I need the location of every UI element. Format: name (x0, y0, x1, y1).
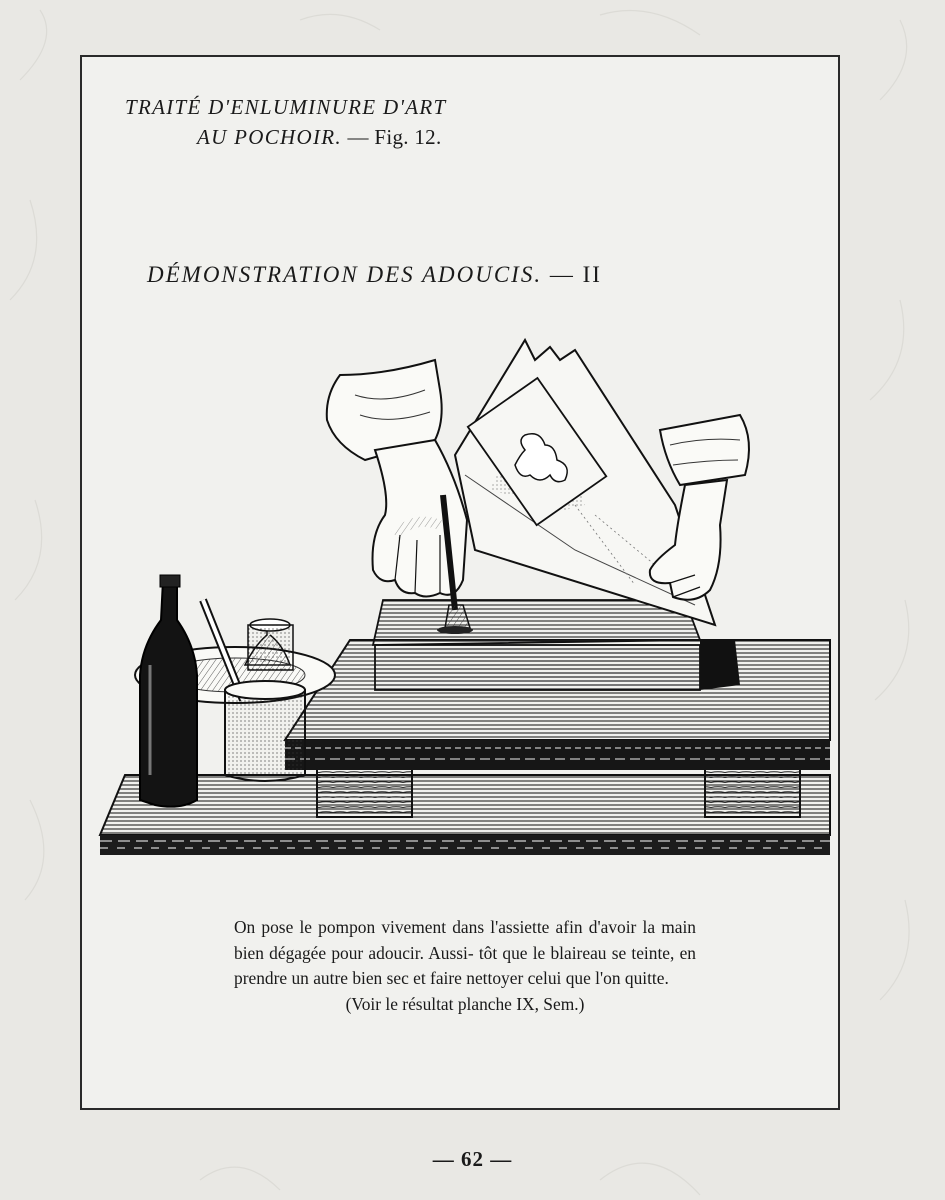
plate-header (125, 92, 605, 152)
caption-line: tôt que le blaireau se teinte, en prendre un autre (234, 942, 696, 988)
header-subtitle (125, 122, 605, 152)
header-title: TRAITÉ D'ENLUMINURE D'ART (125, 95, 447, 119)
engraving-illustration (95, 335, 835, 865)
caption-line: On pose le pompon vivement dans l'assiette afin (234, 917, 583, 937)
plate-title-italic: DÉMONSTRATION DES ADOUCIS. (147, 262, 543, 287)
caption (234, 915, 696, 1017)
caption-line: bien sec et faire nettoyer celui que l'on quitte. (352, 968, 669, 988)
plate-title-number: — II (542, 262, 602, 287)
figure-number: — Fig. 12. (341, 125, 442, 149)
jar (245, 619, 293, 670)
caption-reference: (Voir le résultat planche IX, Sem.) (345, 993, 585, 1014)
right-sleeve (660, 415, 749, 485)
page-number: — 62 — (432, 1147, 513, 1171)
header-subtitle-italic: AU POCHOIR. (197, 125, 342, 149)
bottle (140, 575, 197, 807)
plate-title (147, 262, 602, 288)
caption-line: d'avoir la main bien dégagée pour adoucir. Aussi- (234, 917, 696, 963)
